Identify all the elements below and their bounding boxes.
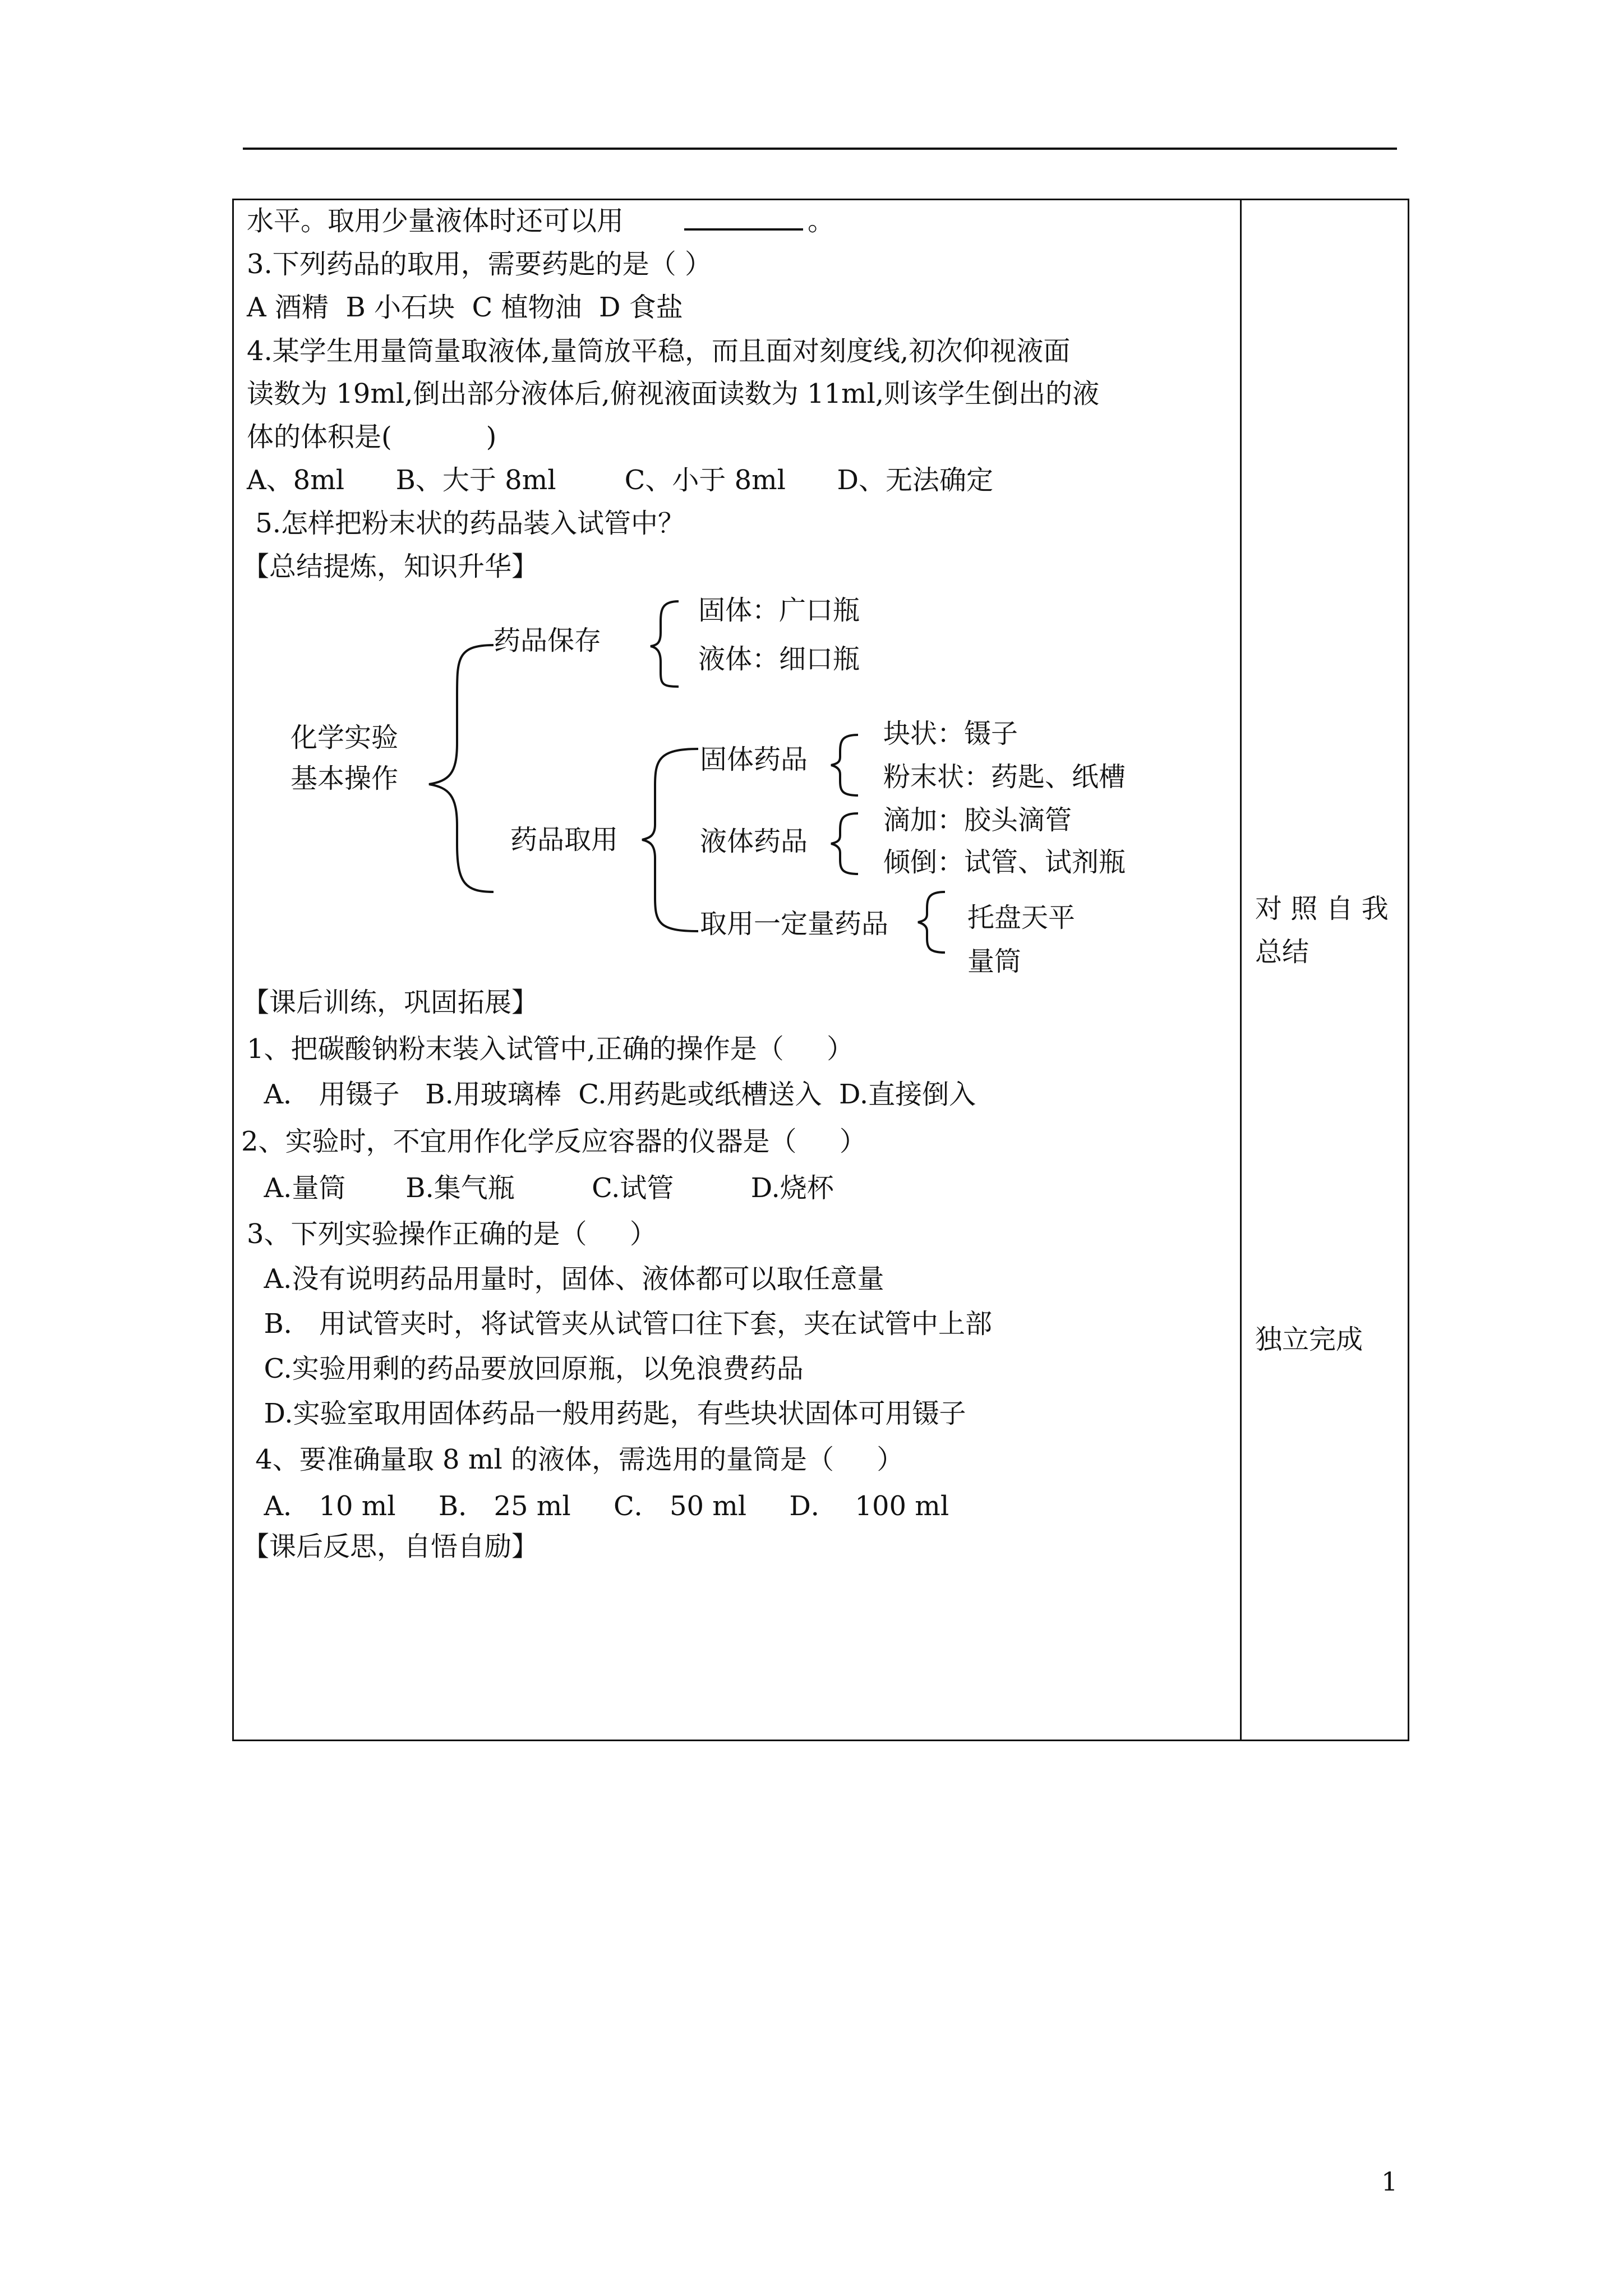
answer-blank xyxy=(684,228,803,231)
question-4-line-3: 体的体积是( ) xyxy=(247,421,497,453)
page-number: 1 xyxy=(1381,2166,1398,2197)
practice-question-3-option-c: C.实验用剩的药品要放回原瓶，以免浪费药品 xyxy=(247,1353,804,1384)
tree-leaf-liquid-drop: 滴加：胶头滴管 xyxy=(883,804,1072,836)
side-note-self-check-line-2: 总结 xyxy=(1255,936,1310,968)
side-note-self-check-line-1: 对 照 自 我 xyxy=(1255,893,1389,924)
practice-question-1: 1、把碳酸钠粉末装入试管中,正确的操作是（ ） xyxy=(247,1033,854,1065)
tree-leaf-liquid-pour: 倾倒：试管、试剂瓶 xyxy=(883,846,1126,878)
tree-leaf-solid-block: 块状：镊子 xyxy=(883,718,1018,749)
tree-root-line-2: 基本操作 xyxy=(291,763,399,794)
question-4-options: A、8ml B、大于 8ml C、小于 8ml D、无法确定 xyxy=(247,464,994,496)
practice-question-4: 4、要准确量取 8 ml 的液体，需选用的量筒是（ ） xyxy=(247,1444,904,1475)
question-3-options: A 酒精 B 小石块 C 植物油 D 食盐 xyxy=(247,292,683,323)
tree-root-line-1: 化学实验 xyxy=(291,722,399,753)
practice-question-4-options: A． 10 ml B． 25 ml C． 50 ml D． 100 ml xyxy=(247,1490,949,1522)
tree-node-storage: 药品保存 xyxy=(494,625,602,656)
summary-heading: 【总结提炼，知识升华】 xyxy=(242,551,539,582)
practice-question-3-option-b: B． 用试管夹时，将试管夹从试管口往下套，夹在试管中上部 xyxy=(247,1308,993,1340)
practice-question-3-option-a: A.没有说明药品用量时，固体、液体都可以取任意量 xyxy=(247,1263,884,1295)
practice-question-3: 3、下列实验操作正确的是（ ） xyxy=(247,1218,657,1250)
tree-leaf-solid-powder: 粉末状：药匙、纸槽 xyxy=(883,761,1126,793)
reflection-heading: 【课后反思，自悟自励】 xyxy=(242,1531,539,1562)
header-rule xyxy=(243,148,1397,150)
tree-node-taking: 药品取用 xyxy=(510,824,619,855)
text-line-end: 。 xyxy=(808,205,835,237)
practice-question-3-option-d: D.实验室取用固体药品一般用药匙，有些块状固体可用镊子 xyxy=(247,1398,966,1429)
question-4-line-2: 读数为 19ml,倒出部分液体后,俯视液面读数为 11ml,则该学生倒出的液 xyxy=(247,378,1100,409)
tree-leaf-storage-solid: 固体：广口瓶 xyxy=(698,595,860,626)
side-note-independent: 独立完成 xyxy=(1255,1324,1363,1355)
practice-question-1-options: A． 用镊子 B.用玻璃棒 C.用药匙或纸槽送入 D.直接倒入 xyxy=(247,1079,976,1110)
question-4-line-1: 4.某学生用量筒量取液体,量筒放平稳，而且面对刻度线,初次仰视液面 xyxy=(247,335,1071,367)
question-5: 5.怎样把粉末状的药品装入试管中？ xyxy=(247,508,685,539)
question-3: 3.下列药品的取用，需要药匙的是（ ） xyxy=(247,249,712,280)
tree-leaf-balance: 托盘天平 xyxy=(967,902,1076,933)
practice-question-2-options: A.量筒 B.集气瓶 C.试管 D.烧杯 xyxy=(247,1172,834,1204)
tree-leaf-cylinder: 量筒 xyxy=(967,946,1022,977)
tree-node-quantity: 取用一定量药品 xyxy=(700,908,889,940)
column-divider xyxy=(1240,199,1242,1741)
text-line-fill-blank: 水平。取用少量液体时还可以用 xyxy=(247,205,624,237)
practice-heading: 【课后训练，巩固拓展】 xyxy=(242,987,539,1018)
practice-question-2: 2、实验时，不宜用作化学反应容器的仪器是（ ） xyxy=(241,1126,866,1157)
tree-node-liquid: 液体药品 xyxy=(700,826,808,857)
tree-node-solid: 固体药品 xyxy=(700,744,808,775)
tree-leaf-storage-liquid: 液体：细口瓶 xyxy=(698,643,860,675)
